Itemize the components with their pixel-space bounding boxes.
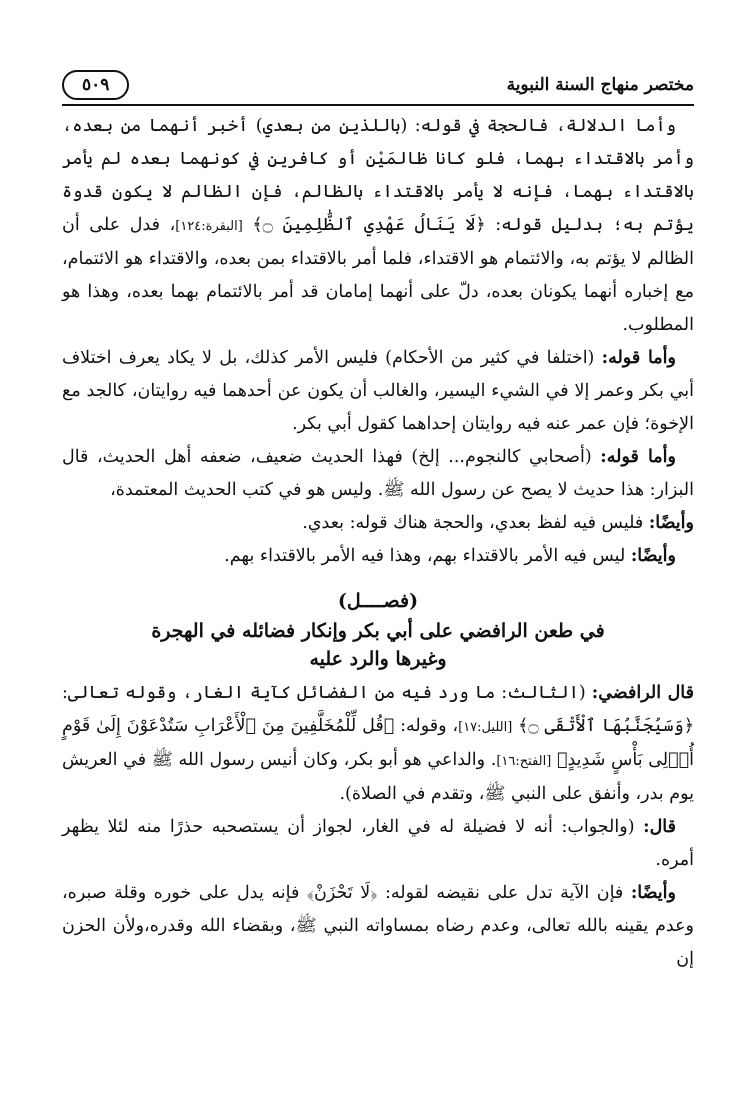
paragraph-text: فليس فيه لفظ بعدي، والحجة هناك قوله: بعدي. (302, 513, 649, 533)
page-body (62, 110, 694, 976)
quran-reference: [الفتح:١٦] (496, 754, 552, 769)
book-title: مختصر منهاج السنة النبوية (506, 75, 694, 95)
paragraph-text: ليس فيه الأمر بالاقتداء بهم، وهذا فيه الأمر بالاقتداء بهم. (224, 546, 631, 566)
paragraph-text: فإن الآية تدل على نقيضه لقوله: ﴿لَا تَحْزَنْ﴾ فإنه يدل على خوره وقلة صبره، وعدم يقينه بالله تعالى، وعدم رضاه بمساواته النبي ﷺ، وبقضاء الله وقدره،ولأن الحزن إن (62, 883, 694, 969)
paragraph-ikhtilaf (62, 342, 694, 441)
paragraph-aydan-2 (62, 540, 694, 573)
page-header (62, 68, 694, 102)
paragraph-lead: وأيضًا: (630, 883, 676, 903)
paragraph-aydan-3 (62, 877, 694, 976)
quran-reference: [البقرة:١٢٤] (175, 219, 243, 234)
paragraph-text: وأما الدلالة، فالحجة في قوله: (باللذين من بعدي) أخبر أنهما من بعده، وأمر بالاقتداء بهما، فلو كانا ظالمَيْن أو كافرين في كونهما بعده لم يأمر بالاقتداء بهما، فإنه لا يأمر بالاقتداء بالظالم، فإن الظالم لا يكون قدوة يؤتم به؛ بدليل قوله: ﴿لَا يَنَالُ عَهْدِي ٱلظَّٰلِمِينَ ۝﴾ (62, 116, 694, 235)
paragraph-lead: قال: (643, 817, 676, 837)
header-rule (62, 104, 694, 106)
paragraph-text: . والداعي هو أبو بكر، وكان أنيس رسول الله ﷺ في العريش يوم بدر، وأنفق على النبي ﷺ، وتقدم في الصلاة). (62, 750, 694, 804)
paragraph-nujum (62, 441, 694, 507)
paragraph-jawab (62, 811, 694, 877)
paragraph-lead: قال الرافضي: (591, 683, 695, 703)
paragraph-lead: وأما قوله: (601, 348, 676, 368)
paragraph-text: (أصحابي كالنجوم... إلخ) فهذا الحديث ضعيف، ضعفه أهل الحديث، قال البزار: هذا حديث لا يصح عن رسول الله ﷺ. وليس هو في كتب الحديث المعتمدة، (62, 447, 694, 500)
section-label: (فصــــل) (337, 590, 419, 612)
paragraph-text: ، فدل على أن الظالم لا يؤتم به، والائتمام هو الاقتداء، فلما أمر بالاقتداء بمن بعده، والاقتداء هو الائتمام، مع إخباره أنهما يكونان بعده، دلّ على أنهما إمامان قد أمر بالائتمام بهما بعده، وهذا هو المطلوب. (62, 215, 694, 335)
section-title-line-2: وغيرها والرد عليه (309, 648, 447, 670)
paragraph-lead: وأما قوله: (600, 447, 676, 467)
paragraph-text: (اختلفا في كثير من الأحكام) فليس الأمر كذلك، بل لا يكاد يعرف اختلاف أبي بكر وعمر إلا في الشيء اليسير، والغالب أن يكون عن أحدهما فيه روايتان، كالجد مع الإخوة؛ فإن عمر عنه فيه روايتان إحداهما كقول أبي بكر. (62, 348, 694, 434)
quran-reference: [الليل:١٧] (458, 720, 513, 735)
page-number: ٥٠٩ (62, 70, 129, 100)
paragraph-lead: وأيضًا: (630, 546, 676, 566)
paragraph-rafidi (62, 677, 694, 811)
paragraph-lead: وأيضًا: (648, 513, 694, 533)
paragraph-text: (والجواب: أنه لا فضيلة له في الغار، لجواز أن يستصحبه حذرًا منه لئلا يظهر أمره. (62, 817, 694, 870)
paragraph-aydan-1 (62, 507, 694, 540)
paragraph-dalala (62, 110, 694, 342)
section-title-line-1: في طعن الرافضي على أبي بكر وإنكار فضائله في الهجرة (151, 620, 605, 642)
section-heading (62, 587, 694, 673)
paragraph-text: ، وقوله: ﴿قُل لِّلْمُخَلَّفِينَ مِنَ ٱلْأَعْرَابِ سَتُدْعَوْنَ إِلَىٰ قَوْمٍ أُو۟لِى بَأْسٍ شَدِيدٍ﴾ (62, 716, 694, 770)
paragraph-text: (الثالث: ما ورد فيه من الفضائل كآية الغار، وقوله تعالى: ﴿وَسَيُجَنَّبُهَا ٱلْأَتْقَى ۝﴾ (62, 683, 694, 736)
